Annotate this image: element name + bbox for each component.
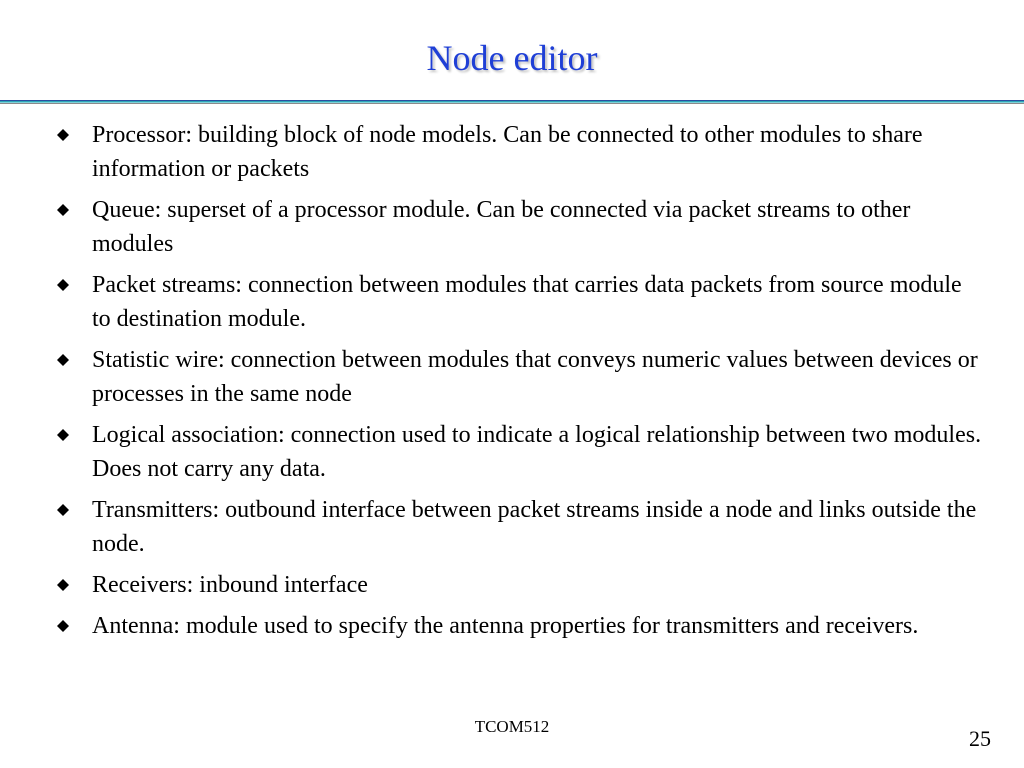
list-item: [55, 418, 985, 486]
diamond-bullet-icon: [57, 579, 69, 591]
bullet-text: Processor: building block of node models. Can be connected to other modules to share information or packets: [92, 122, 923, 182]
list-item: [55, 609, 985, 643]
diamond-bullet-icon: [57, 620, 69, 632]
bullet-text: Transmitters: outbound interface between packet streams inside a node and links outside the node.: [92, 497, 977, 557]
bullet-text: Antenna: module used to specify the antenna properties for transmitters and receivers.: [92, 613, 919, 639]
list-item: [55, 568, 985, 602]
list-item: [55, 193, 985, 261]
diamond-bullet-icon: [57, 279, 69, 291]
slide-title: Node editor: [426, 38, 598, 78]
diamond-bullet-icon: [57, 204, 69, 216]
diamond-bullet-icon: [57, 129, 69, 141]
title-divider: [0, 100, 1024, 106]
bullet-text: Packet streams: connection between modules that carries data packets from source module to destination module.: [92, 272, 962, 332]
diamond-bullet-icon: [57, 429, 69, 441]
list-item: [55, 493, 985, 561]
bullet-text: Queue: superset of a processor module. Can be connected via packet streams to other modules: [92, 197, 911, 257]
bullet-text: Logical association: connection used to indicate a logical relationship between two modules. Does not carry any data.: [92, 422, 982, 482]
bullet-text: Receivers: inbound interface: [92, 572, 368, 598]
list-item: [55, 343, 985, 411]
footer-course-code: TCOM512: [474, 717, 550, 736]
bullet-text: Statistic wire: connection between modules that conveys numeric values between devices or processes in the same node: [92, 347, 978, 407]
bullet-list: [55, 118, 985, 650]
list-item: [55, 268, 985, 336]
diamond-bullet-icon: [57, 354, 69, 366]
page-number: 25: [969, 726, 991, 751]
list-item: [55, 118, 985, 186]
diamond-bullet-icon: [57, 504, 69, 516]
